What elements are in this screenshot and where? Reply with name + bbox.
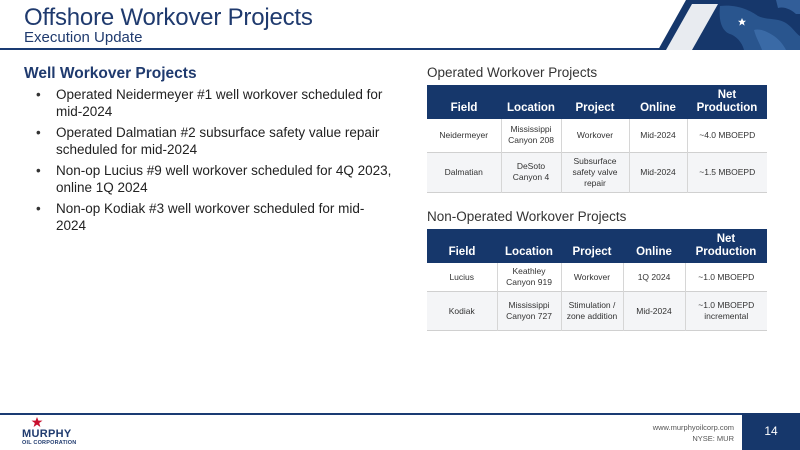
bullet-item: • Operated Dalmatian #2 subsurface safety value repair scheduled for mid-2024 [24, 124, 394, 158]
col-header-location: Location [497, 229, 561, 263]
cell-online: Mid-2024 [629, 119, 687, 152]
cell-online: Mid-2024 [623, 292, 685, 331]
cell-online: Mid-2024 [629, 152, 687, 192]
cell-project: Workover [561, 119, 629, 152]
cell-location: DeSoto Canyon 4 [501, 152, 561, 192]
cell-project: Stimulation / zone addition [561, 292, 623, 331]
col-header-project: Project [561, 85, 629, 119]
cell-net-production: ~4.0 MBOEPD [699, 129, 756, 140]
page-subtitle: Execution Update [24, 29, 143, 46]
table-row [427, 263, 767, 292]
col-header-net-production: Net Production [687, 85, 767, 119]
cell-net-production: ~1.5 MBOEPD [699, 166, 756, 177]
page-number: 14 [764, 424, 778, 438]
bullet-item: • Non-op Lucius #9 well workover scheduled for 4Q 2023, online 1Q 2024 [24, 162, 394, 196]
col-header-net-production: Net Production [685, 229, 767, 263]
table-row [427, 152, 767, 192]
cell-project: Workover [561, 263, 623, 292]
cell-project: Subsurface safety valve repair [561, 152, 629, 192]
table-header-row [427, 85, 767, 119]
col-header-location: Location [501, 85, 561, 119]
cell-field: Lucius [427, 263, 497, 292]
table-row [427, 292, 767, 331]
operated-table-caption: Operated Workover Projects [427, 65, 598, 80]
bullet-list [24, 86, 394, 238]
cell-field: Neidermeyer [427, 119, 501, 152]
cell-net-production: ~1.0 MBOEPD [698, 271, 755, 282]
bullet-item: • Operated Neidermeyer #1 well workover scheduled for mid-2024 [24, 86, 394, 120]
col-header-online: Online [629, 85, 687, 119]
cell-location: Mississippi Canyon 727 [497, 292, 561, 331]
nonoperated-table-caption: Non-Operated Workover Projects [427, 209, 627, 224]
cell-field: Dalmatian [427, 152, 501, 192]
cell-location: Keathley Canyon 919 [497, 263, 561, 292]
bullet-item: • Non-op Kodiak #3 well workover scheduled for mid-2024 [24, 200, 394, 234]
map-graphic [658, 0, 800, 50]
operated-table [427, 85, 767, 193]
nonoperated-table [427, 229, 767, 331]
page-title: Offshore Workover Projects [24, 4, 313, 31]
cell-field: Kodiak [427, 292, 497, 331]
col-header-online: Online [623, 229, 685, 263]
col-header-field: Field [427, 229, 497, 263]
logo-subtitle: OIL CORPORATION [22, 440, 77, 446]
table-row [427, 119, 767, 152]
cell-net-production: ~1.0 MBOEPD incremental [698, 300, 755, 321]
logo-wordmark: MURPHY [22, 428, 72, 440]
header-divider [0, 48, 660, 50]
cell-location: Mississippi Canyon 208 [501, 119, 561, 152]
col-header-project: Project [561, 229, 623, 263]
table-header-row [427, 229, 767, 263]
footer-url: www.murphyoilcorp.com [652, 423, 734, 432]
cell-online: 1Q 2024 [623, 263, 685, 292]
footer-divider [0, 413, 742, 415]
col-header-field: Field [427, 85, 501, 119]
footer-ticker: NYSE: MUR [692, 434, 734, 443]
section-heading: Well Workover Projects [24, 65, 197, 82]
murphy-logo-icon [31, 417, 43, 428]
